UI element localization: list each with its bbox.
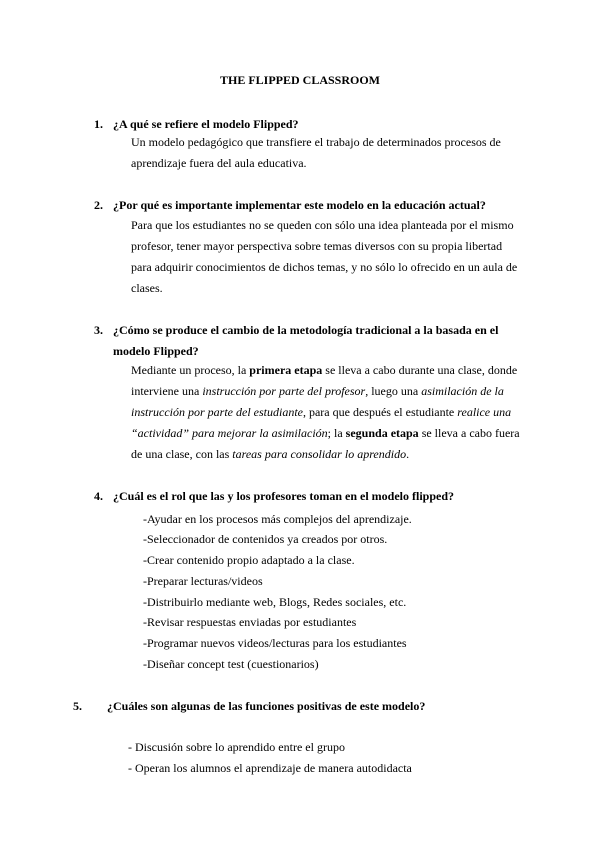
answer-3-line [131,423,520,444]
text-run: ; la [327,426,346,440]
answer-3-line [131,444,520,465]
answer-2 [131,215,517,299]
list-item: -Revisar respuestas enviadas por estudiantes [143,615,357,629]
italic-run: instrucción por parte del estudiante [131,405,303,419]
list-item: -Preparar lecturas/videos [143,574,263,588]
list-item: -Diseñar concept test (cuestionarios) [143,657,319,671]
answer-1-line: Un modelo pedagógico que transfiere el trabajo de determinados procesos de [131,135,501,149]
answer-2-line: para adquirir conocimientos de dichos temas, y no sólo lo ofrecido en un aula de [131,260,518,274]
text-run: se lleva a cabo durante una clase, donde [322,363,518,377]
italic-run: asimilación de la [421,384,504,398]
emphasis-second-stage: segunda etapa [345,426,419,440]
answer-3-line [131,360,520,381]
list-item: - Discusión sobre lo aprendido entre el grupo [128,740,345,754]
document-title: THE FLIPPED CLASSROOM [219,73,381,87]
text-run: , para que después el estudiante [302,405,458,419]
question-4-number: 4. [94,489,103,503]
text-run: Mediante un proceso, la [131,363,250,377]
italic-run: realice una [457,405,512,419]
question-5-text: ¿Cuáles son algunas de las funciones positivas de este modelo? [107,699,426,713]
question-3-number: 3. [94,323,103,337]
answer-3 [131,360,520,465]
question-4-text: ¿Cuál es el rol que las y los profesores toman en el modelo flipped? [113,489,455,503]
answer-2-line: Para que los estudiantes no se queden con sólo una idea planteada por el mismo [131,218,514,232]
answer-1-line: aprendizaje fuera del aula educativa. [131,156,307,170]
text-run: . [406,447,410,461]
answer-3-line [131,402,520,423]
italic-run: “actividad” para mejorar la asimilación [131,426,328,440]
list-item: -Ayudar en los procesos más complejos del aprendizaje. [143,512,412,526]
question-2-text: ¿Por qué es importante implementar este modelo en la educación actual? [113,198,486,212]
list-item: -Distribuirlo mediante web, Blogs, Redes sociales, etc. [143,595,407,609]
italic-run: instrucción por parte del profesor [202,384,366,398]
answer-2-line: clases. [131,281,163,295]
italic-run: tareas para consolidar lo aprendido [232,447,407,461]
list-item: -Programar nuevos videos/lecturas para los estudiantes [143,636,407,650]
emphasis-first-stage: primera etapa [249,363,323,377]
list-item: -Crear contenido propio adaptado a la clase. [143,553,355,567]
question-5-number: 5. [73,699,82,713]
question-2-number: 2. [94,198,103,212]
question-1-number: 1. [94,117,103,131]
text-run: se lleva a cabo fuera [418,426,520,440]
answer-2-line: profesor, tener mayor perspectiva sobre temas diversos con su propia libertad [131,239,503,253]
answer-3-line [131,381,520,402]
text-run: , luego una [365,384,422,398]
text-run: de una clase, con las [131,447,233,461]
list-item: -Seleccionador de contenidos ya creados por otros. [143,532,388,546]
list-item: - Operan los alumnos el aprendizaje de manera autodidacta [128,761,412,775]
answer-1 [131,132,501,174]
question-3-text-line-1: ¿Cómo se produce el cambio de la metodología tradicional a la basada en el [113,323,499,337]
question-3-text-line-2: modelo Flipped? [113,344,199,358]
question-1-text: ¿A qué se refiere el modelo Flipped? [113,117,299,131]
text-run: interviene una [131,384,203,398]
